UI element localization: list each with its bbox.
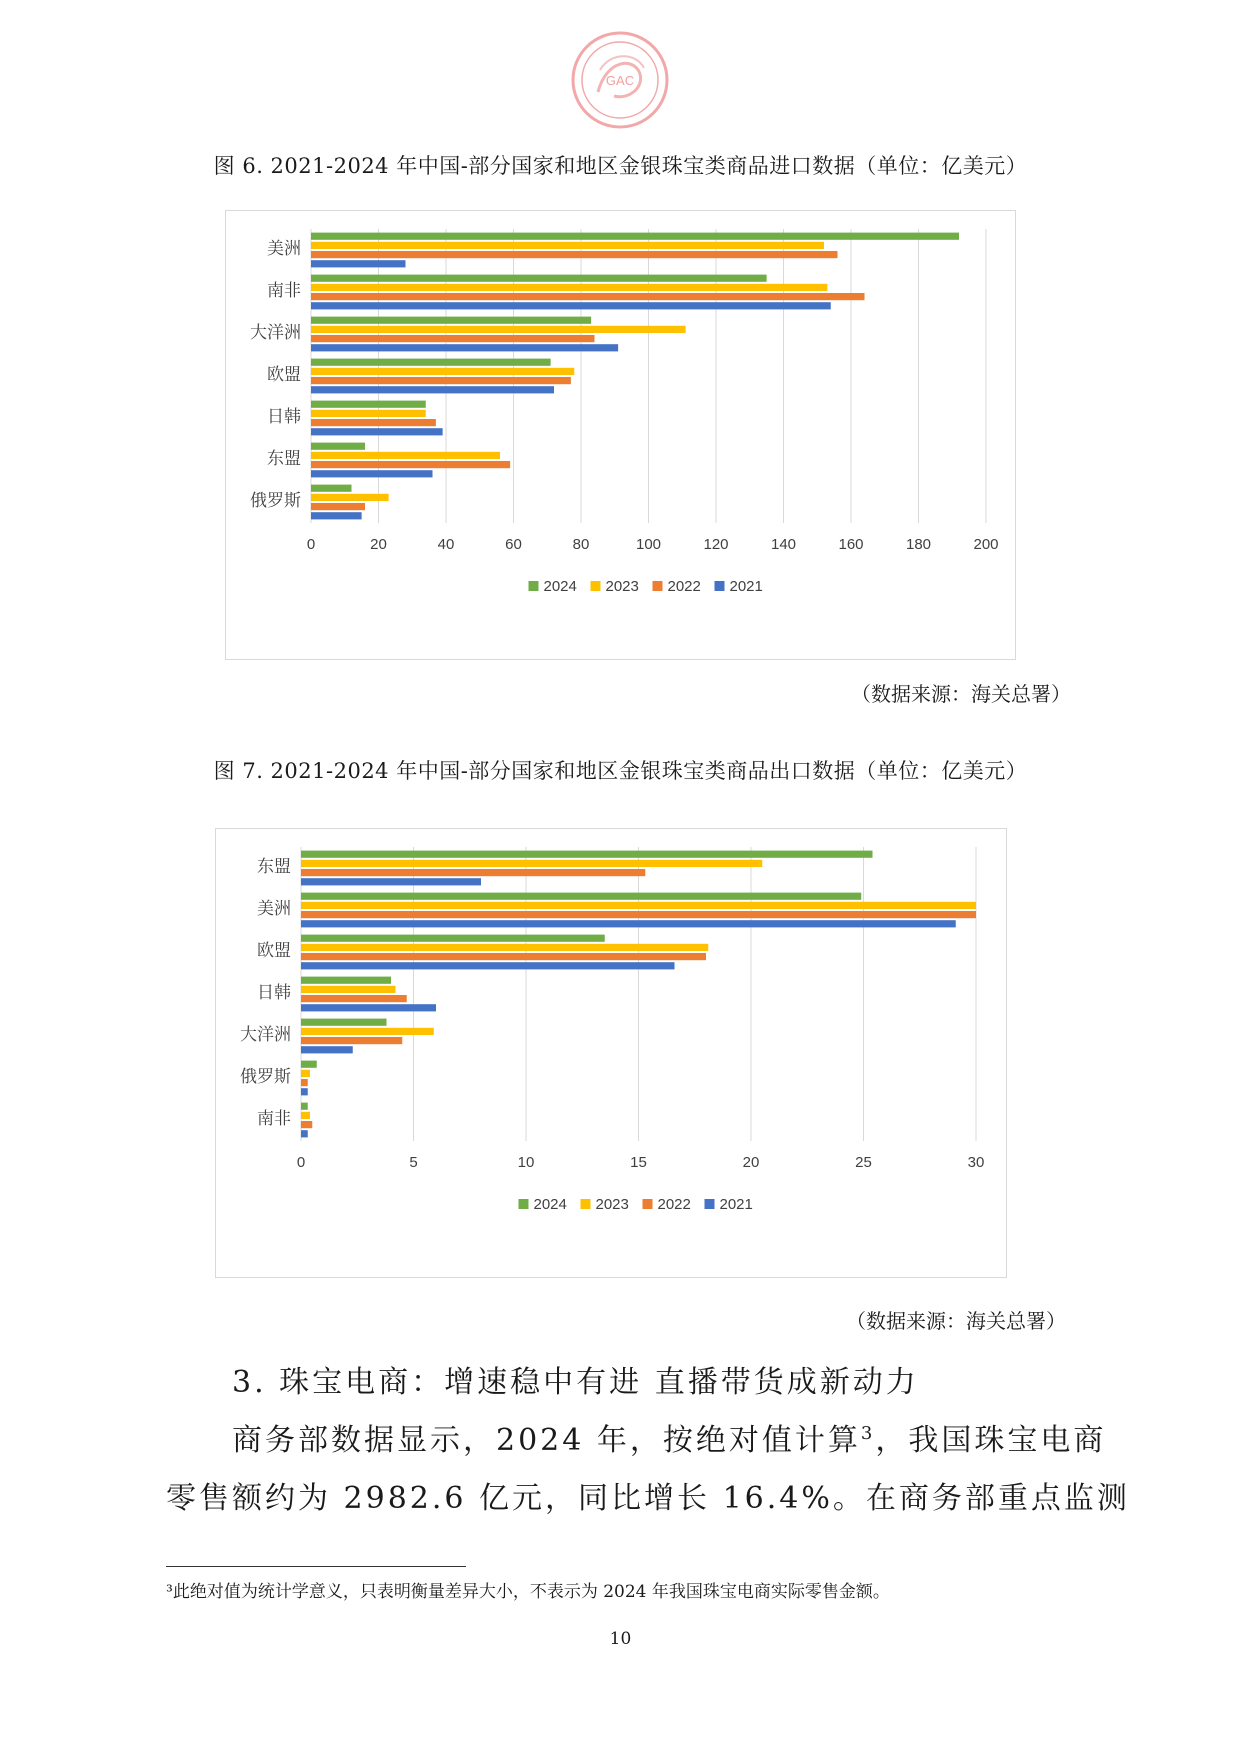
category-label: 欧盟 bbox=[257, 941, 291, 961]
category-label: 东盟 bbox=[257, 857, 291, 877]
legend-swatch bbox=[519, 1199, 529, 1209]
paragraph-line-1-text-a: 商务部数据显示，2024 年，按绝对值计算 bbox=[232, 1423, 861, 1458]
x-tick-label: 120 bbox=[703, 536, 729, 553]
category-label: 俄罗斯 bbox=[240, 1067, 291, 1087]
import-chart-svg bbox=[226, 211, 1015, 659]
bar-2024 bbox=[311, 275, 767, 282]
bar-2021 bbox=[301, 1130, 308, 1137]
bar-2023 bbox=[311, 368, 574, 375]
bar-2024 bbox=[311, 443, 365, 450]
bar-2022 bbox=[311, 251, 838, 258]
legend-label: 2023 bbox=[605, 578, 639, 595]
x-tick-label: 100 bbox=[635, 536, 662, 553]
bar-2021 bbox=[311, 302, 831, 309]
bar-2021 bbox=[311, 260, 406, 267]
bar-2023 bbox=[301, 902, 976, 909]
bar-2023 bbox=[301, 860, 762, 867]
x-tick-label: 140 bbox=[770, 536, 797, 553]
legend-label: 2024 bbox=[543, 578, 577, 595]
category-label: 大洋洲 bbox=[240, 1025, 291, 1045]
bar-2024 bbox=[311, 317, 591, 324]
bar-2024 bbox=[311, 233, 959, 240]
figure6-source: （数据来源：海关总署） bbox=[851, 682, 1071, 706]
x-tick-label: 5 bbox=[409, 1154, 418, 1171]
x-tick-label: 15 bbox=[630, 1154, 647, 1171]
legend-swatch bbox=[653, 581, 663, 591]
legend-swatch bbox=[705, 1199, 715, 1209]
footnote-marker: 3 bbox=[860, 1423, 876, 1444]
bar-2022 bbox=[301, 995, 407, 1002]
bar-2023 bbox=[311, 494, 389, 501]
paragraph-line-2: 零售额约为 2982.6 亿元，同比增长 16.4%。在商务部重点监测 bbox=[166, 1481, 1130, 1516]
paragraph-line-1 bbox=[232, 1415, 1106, 1459]
bar-2024 bbox=[301, 851, 873, 858]
bar-2022 bbox=[311, 503, 365, 510]
bar-2024 bbox=[301, 893, 861, 900]
bar-2021 bbox=[311, 470, 433, 477]
bar-2022 bbox=[301, 1079, 308, 1086]
bar-2021 bbox=[311, 428, 443, 435]
figure7-caption: 图 7. 2021-2024 年中国-部分国家和地区金银珠宝类商品出口数据（单位：亿美元） bbox=[213, 759, 1028, 783]
bar-2021 bbox=[301, 878, 481, 885]
bar-2022 bbox=[311, 461, 510, 468]
bar-2022 bbox=[301, 953, 706, 960]
x-tick-label: 60 bbox=[505, 536, 522, 553]
x-tick-label: 160 bbox=[838, 536, 864, 553]
bar-2022 bbox=[301, 1121, 312, 1128]
x-tick-label: 20 bbox=[370, 536, 387, 553]
bar-2022 bbox=[311, 419, 436, 426]
category-label: 俄罗斯 bbox=[250, 491, 301, 511]
bar-2022 bbox=[311, 377, 571, 384]
legend-swatch bbox=[643, 1199, 653, 1209]
paragraph-line-1-text-b: ，我国珠宝电商 bbox=[875, 1423, 1107, 1458]
bar-2022 bbox=[301, 911, 976, 918]
bar-2021 bbox=[311, 386, 554, 393]
category-label: 东盟 bbox=[267, 449, 301, 469]
x-tick-label: 200 bbox=[973, 536, 999, 553]
bar-2023 bbox=[301, 1112, 310, 1119]
footnote: ³此绝对值为统计学意义，只表明衡量差异大小，不表示为 2024 年我国珠宝电商实际零售金额。 bbox=[166, 1582, 890, 1602]
bar-2022 bbox=[311, 335, 595, 342]
footnote-divider bbox=[166, 1566, 466, 1567]
bar-2024 bbox=[301, 977, 391, 984]
bar-2022 bbox=[311, 293, 865, 300]
category-label: 美洲 bbox=[257, 899, 291, 919]
bar-2021 bbox=[301, 1046, 353, 1053]
bar-2023 bbox=[301, 986, 396, 993]
x-tick-label: 10 bbox=[517, 1154, 535, 1171]
category-label: 欧盟 bbox=[267, 365, 301, 385]
bar-2023 bbox=[311, 410, 426, 417]
bar-2024 bbox=[311, 401, 426, 408]
legend-label: 2021 bbox=[719, 1196, 753, 1213]
category-label: 南非 bbox=[267, 281, 301, 301]
category-label: 日韩 bbox=[267, 407, 301, 427]
export-chart-svg bbox=[216, 829, 1006, 1277]
legend-swatch bbox=[591, 581, 601, 591]
bar-2022 bbox=[301, 1037, 402, 1044]
legend-swatch bbox=[715, 581, 725, 591]
svg-text:GAC: GAC bbox=[605, 73, 635, 88]
bar-2021 bbox=[301, 962, 675, 969]
bar-2023 bbox=[311, 326, 686, 333]
page-number: 10 bbox=[609, 1629, 632, 1649]
legend-swatch bbox=[529, 581, 539, 591]
bar-2024 bbox=[311, 485, 352, 492]
bar-2022 bbox=[301, 869, 645, 876]
x-tick-label: 30 bbox=[967, 1154, 985, 1171]
bar-2021 bbox=[311, 344, 618, 351]
bar-2024 bbox=[301, 935, 605, 942]
section-heading: 3. 珠宝电商：增速稳中有进 直播带货成新动力 bbox=[232, 1365, 919, 1400]
import-chart bbox=[225, 210, 1016, 660]
export-chart bbox=[215, 828, 1007, 1278]
bar-2024 bbox=[301, 1061, 317, 1068]
legend-label: 2024 bbox=[533, 1196, 567, 1213]
x-tick-label: 80 bbox=[572, 536, 590, 553]
x-tick-label: 0 bbox=[296, 1154, 306, 1171]
bar-2024 bbox=[311, 359, 551, 366]
legend-label: 2021 bbox=[729, 578, 763, 595]
bar-2021 bbox=[311, 512, 362, 519]
gac-seal-logo bbox=[570, 30, 670, 130]
legend-label: 2022 bbox=[667, 578, 701, 595]
x-tick-label: 0 bbox=[306, 536, 316, 553]
bar-2024 bbox=[301, 1103, 308, 1110]
bar-2023 bbox=[311, 284, 827, 291]
bar-2023 bbox=[301, 944, 708, 951]
x-tick-label: 20 bbox=[742, 1154, 760, 1171]
category-label: 日韩 bbox=[257, 983, 291, 1003]
x-tick-label: 180 bbox=[905, 536, 932, 553]
category-label: 大洋洲 bbox=[250, 323, 301, 343]
legend-swatch bbox=[581, 1199, 591, 1209]
bar-2023 bbox=[311, 242, 824, 249]
bar-2023 bbox=[311, 452, 500, 459]
bar-2024 bbox=[301, 1019, 387, 1026]
bar-2021 bbox=[301, 1088, 308, 1095]
figure7-source: （数据来源：海关总署） bbox=[846, 1309, 1066, 1333]
bar-2021 bbox=[301, 920, 956, 927]
category-label: 美洲 bbox=[267, 239, 301, 259]
bar-2023 bbox=[301, 1070, 310, 1077]
legend-label: 2022 bbox=[657, 1196, 691, 1213]
bar-2021 bbox=[301, 1004, 436, 1011]
legend-label: 2023 bbox=[595, 1196, 629, 1213]
x-tick-label: 40 bbox=[437, 536, 455, 553]
bar-2023 bbox=[301, 1028, 434, 1035]
figure6-caption: 图 6. 2021-2024 年中国-部分国家和地区金银珠宝类商品进口数据（单位：亿美元） bbox=[213, 154, 1028, 178]
category-label: 南非 bbox=[257, 1109, 291, 1129]
x-tick-label: 25 bbox=[855, 1154, 872, 1171]
